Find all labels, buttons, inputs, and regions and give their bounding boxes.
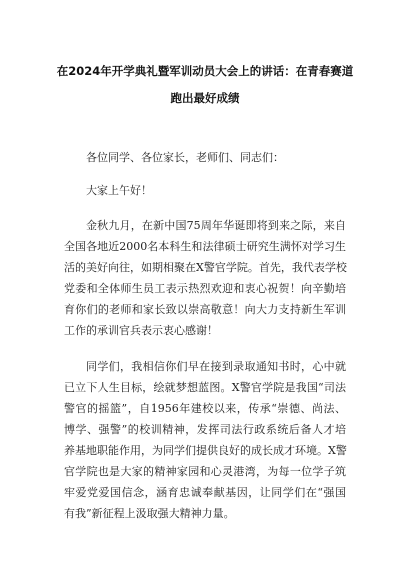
- document-title-line-1: 在2024年开学典礼暨军训动员大会上的讲话：在青春赛道: [56, 64, 354, 78]
- paragraph-2-line: 博学、强警”的校训精神，发挥司法行政系统后备人才培: [64, 423, 346, 436]
- paragraph-2-line: 牢爱党爱国信念，涵育忠诚奉献基因，让同学们在“强国: [64, 486, 346, 499]
- document-title-line-2: 跑出最好成绩: [170, 91, 240, 105]
- paragraph-2-line: 同学们，我相信你们早在接到录取通知书时，心中就: [86, 360, 346, 373]
- paragraph-1-line: 党委和全体师生员工表示热烈欢迎和衷心祝贺！向辛勤培: [64, 282, 346, 295]
- paragraph-1-line: 活的美好向往，如期相聚在X警官学院。首先，我代表学校: [64, 261, 347, 274]
- greeting: 大家上午好！: [86, 184, 152, 197]
- paragraph-2-line: 养基地职能作用，为同学们提供良好的成长成才环境。X警: [64, 444, 347, 457]
- paragraph-2-line: 警官的摇篮”，自1956年建校以来，传承“崇德、尚法、: [64, 402, 346, 415]
- paragraph-1-line: 全国各地近2000名本科生和法律硕士研究生满怀对学习生: [64, 240, 346, 253]
- paragraph-1-line: 工作的承训官兵表示衷心感谢！: [64, 324, 218, 337]
- paragraph-2-line: 官学院也是大家的精神家园和心灵港湾，为每一位学子筑: [64, 465, 346, 478]
- paragraph-2-line: 已立下人生目标，绘就梦想蓝图。X警官学院是我国“司法: [64, 381, 346, 394]
- salutation: 各位同学、各位家长，老师们、同志们：: [86, 151, 284, 164]
- paragraph-1-line: 育你们的老师和家长致以崇高敬意！向大力支持新生军训: [64, 303, 346, 316]
- paragraph-2-line: 有我”新征程上汲取强大精神力量。: [64, 507, 235, 520]
- paragraph-1-line: 金秋九月，在新中国75周年华诞即将到来之际，来自: [86, 219, 346, 232]
